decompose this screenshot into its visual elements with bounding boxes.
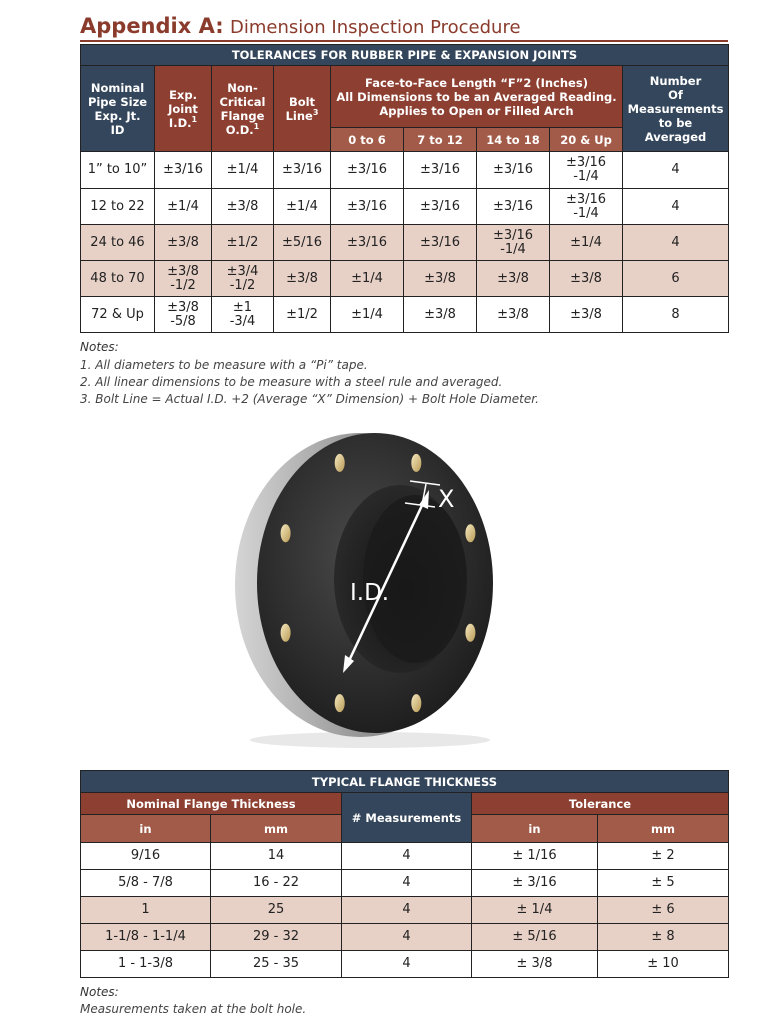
header-bolt-line: Bolt Line$^3$ (274, 66, 331, 152)
cell-in: 1 (81, 897, 211, 924)
tolerances-table (80, 44, 729, 333)
cell-f1: ±3/16 (331, 152, 404, 189)
cell-exp: ±3/8 (155, 225, 212, 261)
table-row (81, 843, 729, 870)
bolt-hole (281, 524, 291, 542)
title-rule (80, 40, 728, 42)
cell-mm: 14 (211, 843, 342, 870)
cell-f2: ±3/8 (404, 297, 477, 333)
cell-tin: ± 5/16 (472, 924, 598, 951)
table-row (81, 897, 729, 924)
cell-n: 4 (623, 225, 729, 261)
cell-f4: ±3/8 (550, 297, 623, 333)
flange-header-in: in (81, 815, 211, 843)
cell-n: 8 (623, 297, 729, 333)
page-title (80, 14, 521, 38)
flange-notes-heading: Notes: (80, 985, 119, 999)
cell-tin: ± 1/4 (472, 897, 598, 924)
header-non-critical: Non- Critical Flange O.D.$^1$ (212, 66, 274, 152)
cell-flange: ±1 -3/4 (212, 297, 274, 333)
cell-tin: ± 3/16 (472, 870, 598, 897)
cell-f2: ±3/16 (404, 152, 477, 189)
cell-in: 1 - 1-3/8 (81, 951, 211, 978)
flange-header-nominal: Nominal Flange Thickness (81, 793, 342, 815)
cell-f4: ±3/8 (550, 261, 623, 297)
cell-exp: ±3/16 (155, 152, 212, 189)
page-title-bold: Appendix A: (80, 14, 224, 38)
cell-bolt: ±3/16 (274, 152, 331, 189)
bolt-hole (465, 524, 475, 542)
cell-f1: ±1/4 (331, 297, 404, 333)
tolerances-caption: TOLERANCES FOR RUBBER PIPE & EXPANSION JOINTS (81, 45, 729, 66)
cell-f3: ±3/8 (477, 297, 550, 333)
cell-mm: 25 - 35 (211, 951, 342, 978)
flange-caption: TYPICAL FLANGE THICKNESS (81, 771, 729, 793)
page-title-rest: Dimension Inspection Procedure (230, 17, 521, 38)
header-face-to-face: Face-to-Face Length “F”2 (Inches) All Dimensions to be an Averaged Reading. Applies to Open or Filled Arch (331, 66, 623, 128)
flange-header-tolerance: Tolerance (472, 793, 729, 815)
bolt-hole (411, 694, 421, 712)
flange-illustration (200, 415, 540, 755)
cell-f3: ±3/16 (477, 189, 550, 225)
cell-size: 24 to 46 (81, 225, 155, 261)
cell-flange: ±1/4 (212, 152, 274, 189)
bolt-hole (411, 454, 421, 472)
header-number: Number Of Measurements to be Averaged (623, 66, 729, 152)
cell-exp: ±1/4 (155, 189, 212, 225)
cell-flange: ±3/4 -1/2 (212, 261, 274, 297)
cell-size: 1” to 10” (81, 152, 155, 189)
cell-f2: ±3/16 (404, 225, 477, 261)
cell-bolt: ±3/8 (274, 261, 331, 297)
cell-n: 4 (342, 843, 472, 870)
cell-exp: ±3/8 -5/8 (155, 297, 212, 333)
cell-f3: ±3/16 -1/4 (477, 225, 550, 261)
cell-tmm: ± 8 (598, 924, 729, 951)
cell-n: 4 (342, 951, 472, 978)
cell-mm: 25 (211, 897, 342, 924)
cell-f1: ±3/16 (331, 225, 404, 261)
cell-tmm: ± 6 (598, 897, 729, 924)
cell-flange: ±3/8 (212, 189, 274, 225)
cell-in: 9/16 (81, 843, 211, 870)
cell-f4: ±1/4 (550, 225, 623, 261)
cell-f4: ±3/16 -1/4 (550, 152, 623, 189)
cell-f3: ±3/16 (477, 152, 550, 189)
bolt-hole (335, 454, 345, 472)
cell-n: 6 (623, 261, 729, 297)
cell-in: 1-1/8 - 1-1/4 (81, 924, 211, 951)
cell-n: 4 (623, 189, 729, 225)
tolerances-note-3: 3. Bolt Line = Actual I.D. +2 (Average “X” Dimension) + Bolt Hole Diameter. (80, 392, 539, 406)
flange-header-tol-mm: mm (598, 815, 729, 843)
table-row (81, 189, 729, 225)
tolerances-note-2: 2. All linear dimensions to be measure with a steel rule and averaged. (80, 375, 503, 389)
flange-header-tol-in: in (472, 815, 598, 843)
cell-size: 72 & Up (81, 297, 155, 333)
cell-size: 48 to 70 (81, 261, 155, 297)
table-row (81, 261, 729, 297)
cell-f2: ±3/8 (404, 261, 477, 297)
header-sub-0-6: 0 to 6 (331, 128, 404, 152)
table-row (81, 951, 729, 978)
table-row (81, 297, 729, 333)
cell-f2: ±3/16 (404, 189, 477, 225)
flange-header-mm: mm (211, 815, 342, 843)
label-x: X (438, 485, 455, 513)
table-row (81, 924, 729, 951)
bolt-hole (335, 694, 345, 712)
tolerances-notes-heading: Notes: (80, 340, 119, 354)
tolerances-note-1: 1. All diameters to be measure with a “Pi” tape. (80, 358, 368, 372)
table-row (81, 152, 729, 189)
cell-f3: ±3/8 (477, 261, 550, 297)
table-row (81, 225, 729, 261)
cell-n: 4 (342, 897, 472, 924)
bolt-hole (465, 624, 475, 642)
cell-tmm: ± 10 (598, 951, 729, 978)
header-nominal: Nominal Pipe Size Exp. Jt. ID (81, 66, 155, 152)
cell-n: 4 (342, 924, 472, 951)
header-exp-joint: Exp. Joint I.D.$^1$ (155, 66, 212, 152)
table-row (81, 870, 729, 897)
cell-f1: ±1/4 (331, 261, 404, 297)
cell-tin: ± 1/16 (472, 843, 598, 870)
header-sub-20-up: 20 & Up (550, 128, 623, 152)
cell-bolt: ±5/16 (274, 225, 331, 261)
cell-bolt: ±1/4 (274, 189, 331, 225)
cell-f4: ±3/16 -1/4 (550, 189, 623, 225)
cell-tmm: ± 2 (598, 843, 729, 870)
flange-thickness-table (80, 770, 729, 978)
bolt-hole (281, 624, 291, 642)
cell-n: 4 (342, 870, 472, 897)
flange-header-measurements: # Measurements (342, 793, 472, 843)
cell-mm: 29 - 32 (211, 924, 342, 951)
cell-in: 5/8 - 7/8 (81, 870, 211, 897)
cell-f1: ±3/16 (331, 189, 404, 225)
cell-tmm: ± 5 (598, 870, 729, 897)
cell-flange: ±1/2 (212, 225, 274, 261)
flange-note: Measurements taken at the bolt hole. (80, 1002, 307, 1016)
header-sub-14-18: 14 to 18 (477, 128, 550, 152)
header-sub-7-12: 7 to 12 (404, 128, 477, 152)
cell-exp: ±3/8 -1/2 (155, 261, 212, 297)
cell-tin: ± 3/8 (472, 951, 598, 978)
label-id: I.D. (350, 580, 390, 606)
cell-bolt: ±1/2 (274, 297, 331, 333)
cell-n: 4 (623, 152, 729, 189)
cell-size: 12 to 22 (81, 189, 155, 225)
cell-mm: 16 - 22 (211, 870, 342, 897)
